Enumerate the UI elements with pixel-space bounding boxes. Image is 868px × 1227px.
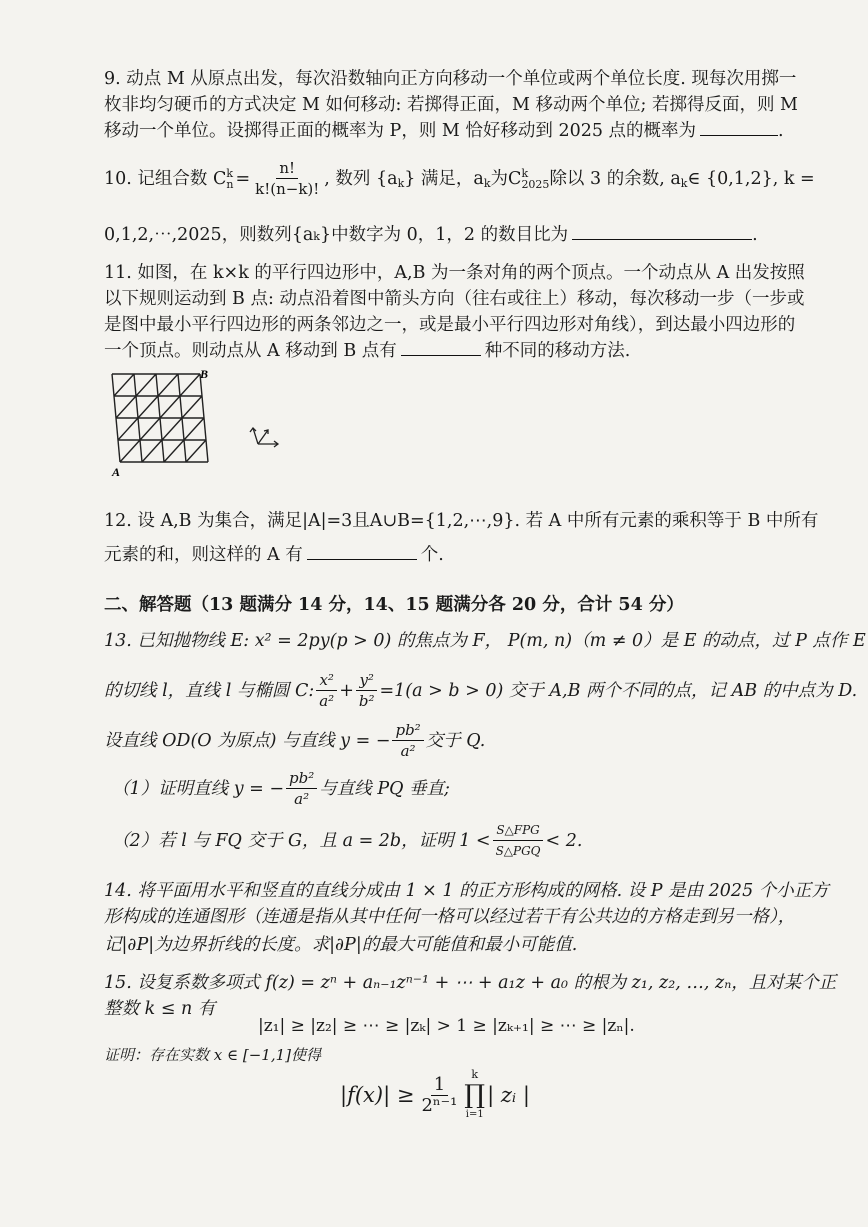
- q13-part2: （2）若 l 与 FQ 交于 G，且 a = 2b，证明 1 < $\frac{\text{S△FPG}}{\text{S△PGQ}}$ < 2.: [112, 820, 582, 861]
- q9-line2: 枚非均匀硬币的方式决定 M 如何移动: 若掷得正面，M 移动两个单位; 若掷得反面，则 M: [104, 95, 798, 115]
- q13-line2: 的切线 l，直线 l 与椭圆 C: $\frac{\text{x²}}{\text{a²}}$ + $\frac{\text{y²}}{\text{b²}}$ =1(a > b > 0) 交于 A,B 两个不同的点，记 AB 的中点为 D.: [104, 671, 858, 710]
- vertex-label-a: A: [112, 465, 121, 479]
- vertex-label-b: B: [200, 367, 209, 381]
- q11-line4: 一个顶点。则动点从 A 移动到 B 点有 种不同的移动方法.: [104, 341, 631, 361]
- q10-line1: 10. 记组合数 C k n = $\frac{n!}{k!(n-k)!}$ , 数列 {a k } 满足，a k 为C k 2025 除以 3 的余数, a k ∈ {0,1,2}, k =: [104, 159, 815, 198]
- q15-line1: 15. 设复系数多项式 f(z) = zⁿ + aₙ₋₁zⁿ⁻¹ + ⋯ + a₁z + a₀ 的根为 z₁, z₂, …, zₙ，且对某个正: [104, 973, 837, 993]
- q14-line2: 形构成的连通图形（连通是指从其中任何一格可以经过若干有公共边的方格走到另一格），: [104, 907, 796, 927]
- q13-line3: 设直线 OD(O 为原点) 与直线 y = − $\frac{\text{pb²}}{\text{a²}}$ 交于 Q.: [104, 721, 486, 760]
- q11-line2: 以下规则运动到 B 点: 动点沿着图中箭头方向（往右或往上）移动，每次移动一步（一步或: [104, 289, 805, 309]
- q15-line2: 整数 k ≤ n 有: [104, 999, 216, 1019]
- q11-line1: 11. 如图，在 k×k 的平行四边形中，A,B 为一条对角的两个顶点。一个动点从 A 出发按照: [104, 263, 805, 283]
- q14-line1: 14. 将平面用水平和竖直的直线分成由 1 × 1 的正方形构成的网格. 设 P 是由 2025 个小正方: [104, 881, 829, 901]
- q15-final-inequality: |f(x)| ≥ $\frac{1}{\text{2ⁿ⁻¹}}$ k ∏ i=1 | zᵢ |: [340, 1068, 530, 1120]
- q13-part1: （1）证明直线 y = − $\frac{\text{pb²}}{\text{a²}}$ 与直线 PQ 垂直;: [112, 769, 450, 808]
- q11-line3: 是图中最小平行四边形的两条邻边之一，或是最小平行四边形对角线），到达最小四边形的: [104, 315, 796, 335]
- q12-line2: 元素的和，则这样的 A 有 个.: [104, 545, 444, 565]
- answer-blank[interactable]: [401, 341, 481, 356]
- q9-line1: 9. 动点 M 从原点出发，每次沿数轴向正方向移动一个单位或两个单位长度. 现每次用掷一: [104, 69, 797, 89]
- parallelogram-grid-figure: [108, 364, 308, 484]
- q13-line1: 13. 已知抛物线 E: x² = 2py(p > 0) 的焦点为 F， P(m, n)（m ≠ 0）是 E 的动点，过 P 点作 E: [104, 631, 866, 651]
- q14-line3: 记|∂P|为边界折线的长度。求|∂P|的最大可能值和最小可能值.: [104, 935, 578, 955]
- q15-inequality: |z₁| ≥ |z₂| ≥ ⋯ ≥ |zₖ| > 1 ≥ |zₖ₊₁| ≥ ⋯ ≥ |zₙ|.: [258, 1016, 635, 1036]
- direction-arrows-icon: [250, 428, 278, 447]
- answer-blank[interactable]: [572, 225, 752, 240]
- answer-blank[interactable]: [700, 121, 778, 136]
- section-title: 二、解答题（13 题满分 14 分，14、15 题满分各 20 分，合计 54 分）: [104, 595, 684, 615]
- q15-line4: 证明：存在实数 x ∈ [−1,1]使得: [104, 1046, 321, 1064]
- q10-line2: 0,1,2,⋯,2025，则数列{ak}中数字为 0，1，2 的数目比为 .: [104, 225, 758, 245]
- answer-blank[interactable]: [307, 545, 417, 560]
- q9-line3: 移动一个单位。设掷得正面的概率为 P，则 M 恰好移动到 2025 点的概率为 .: [104, 121, 784, 141]
- q10-fraction: $\frac{n!}{k!(n-k)!}$: [255, 159, 320, 198]
- q12-line1: 12. 设 A,B 为集合，满足|A|=3且A∪B={1,2,⋯,9}. 若 A 中所有元素的乘积等于 B 中所有: [104, 511, 819, 531]
